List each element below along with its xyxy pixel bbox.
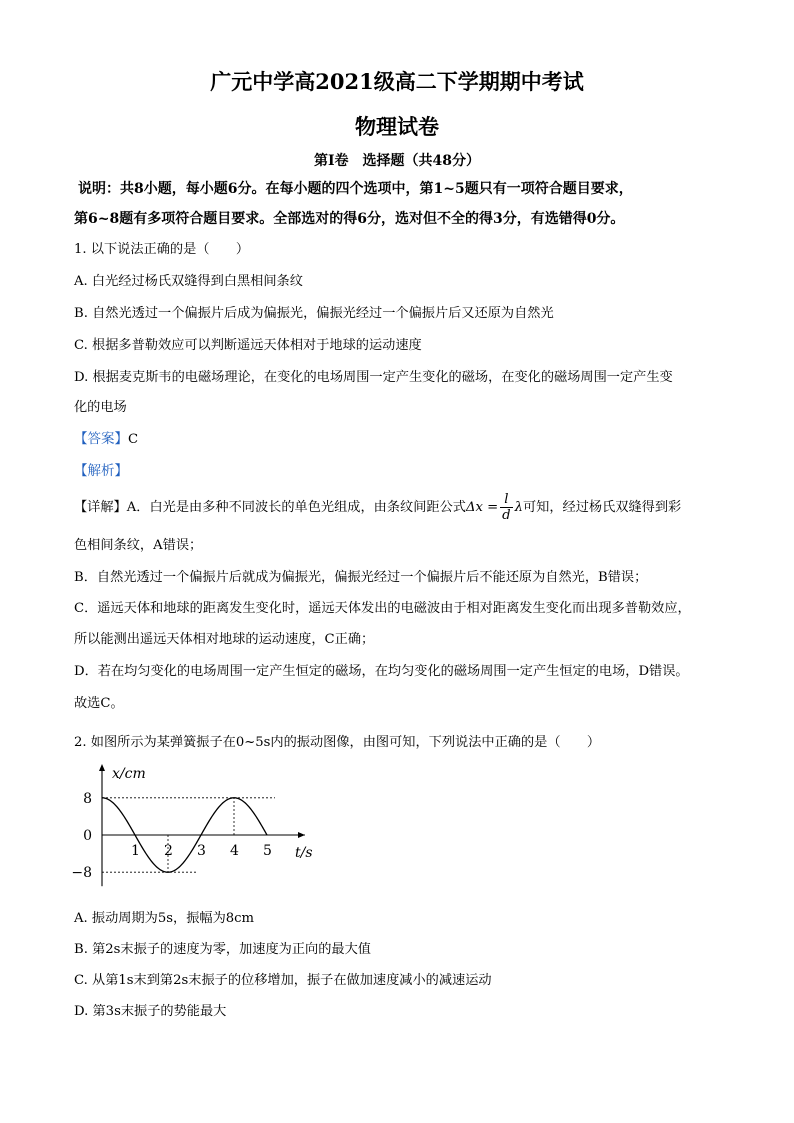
y-tick-label: −8 <box>71 865 92 882</box>
x-tick-label: 5 <box>263 843 272 859</box>
y-axis-arrow <box>99 764 105 771</box>
x-tick-label: 2 <box>164 843 173 859</box>
q1-detail-a <box>74 492 734 524</box>
vibration-chart <box>71 760 320 890</box>
q2-option-d: D. 第3s末振子的势能最大 <box>74 1004 227 1019</box>
q1-conclusion: 故选C。 <box>74 696 124 711</box>
answer-tag: 【答案】 <box>74 431 128 447</box>
y-tick-label: 8 <box>83 790 92 807</box>
q1-option-b: B. 自然光透过一个偏振片后成为偏振光，偏振光经过一个偏振片后又还原为自然光 <box>74 306 554 321</box>
detail-tag: 【详解】 <box>74 500 127 515</box>
q2-option-a: A. 振动周期为5s，振幅为8cm <box>74 911 255 926</box>
detail-a-pre: A．白光是由多种不同波长的单色光组成，由条纹间距公式 <box>126 500 466 515</box>
q1-option-d: D. 根据麦克斯韦的电磁场理论，在变化的电场周围一定产生变化的磁场，在变化的磁场周围一定产生变 <box>74 370 673 385</box>
formula-fraction <box>500 492 512 523</box>
x-tick-label: 4 <box>230 843 239 859</box>
q1-detail-c-cont: 所以能测出遥远天体相对地球的运动速度，C正确； <box>74 632 375 647</box>
answer-value: C <box>128 432 139 447</box>
x-tick-label: 3 <box>197 843 206 859</box>
formula-denominator: d <box>502 508 511 523</box>
q2-option-c: C. 从第1s末到第2s末振子的位移增加，振子在做加速度减小的减速运动 <box>74 973 492 988</box>
detail-a-post: 可知，经过杨氏双缝得到彩 <box>522 500 682 515</box>
q1-option-d-cont: 化的电场 <box>74 400 127 415</box>
formula-numerator: l <box>500 492 512 508</box>
formula-lhs: Δx = <box>465 500 499 515</box>
q1-detail-d: D．若在均匀变化的电场周围一定产生恒定的磁场，在均匀变化的磁场周围一定产生恒定的电场，D错误。 <box>74 664 689 679</box>
q1-option-c: C. 根据多普勒效应可以判断遥远天体相对于地球的运动速度 <box>74 338 422 353</box>
formula-lambda: λ <box>514 500 523 515</box>
q1-answer <box>74 429 734 450</box>
analysis-tag: 【解析】 <box>74 463 128 479</box>
y-tick-label: 0 <box>83 828 92 844</box>
q1-stem: 1. 以下说法正确的是（ ） <box>74 242 250 257</box>
q2-option-b: B. 第2s末振子的速度为零，加速度为正向的最大值 <box>74 942 371 957</box>
q2-stem: 2. 如图所示为某弹簧振子在0~5s内的振动图像，由图可知，下列说法中正确的是（ ） <box>74 735 601 750</box>
x-axis-arrow <box>298 832 305 838</box>
instructions-line-2: 第6~8题有多项符合题目要求。全部选对的得6分，选对但不全的得3分，有选错得0分。 <box>74 211 625 227</box>
instructions-line-1: 说明：共8小题，每小题6分。在每小题的四个选项中，第1~5题只有一项符合题目要求， <box>78 181 633 197</box>
q1-option-a: A. 白光经过杨氏双缝得到白黑相间条纹 <box>74 274 303 289</box>
q1-detail-b: B．自然光透过一个偏振片后就成为偏振光，偏振光经过一个偏振片后不能还原为自然光，B错误； <box>74 570 648 585</box>
x-tick-label: 1 <box>131 843 140 859</box>
q1-detail-c: C．遥远天体和地球的距离发生变化时，遥远天体发出的电磁波由于相对距离发生变化而出现多普勒效应， <box>74 601 691 616</box>
section-heading: 第Ⅰ卷 选择题（共48分） <box>313 153 481 169</box>
q1-detail-line: 色相间条纹，A错误； <box>74 538 203 553</box>
exam-title: 广元中学高2021级高二下学期期中考试 <box>210 69 584 94</box>
y-axis-label: x/cm <box>112 766 146 782</box>
x-axis-label: t/s <box>295 845 313 861</box>
q1-analysis <box>74 461 734 482</box>
exam-subtitle: 物理试卷 <box>355 114 439 139</box>
